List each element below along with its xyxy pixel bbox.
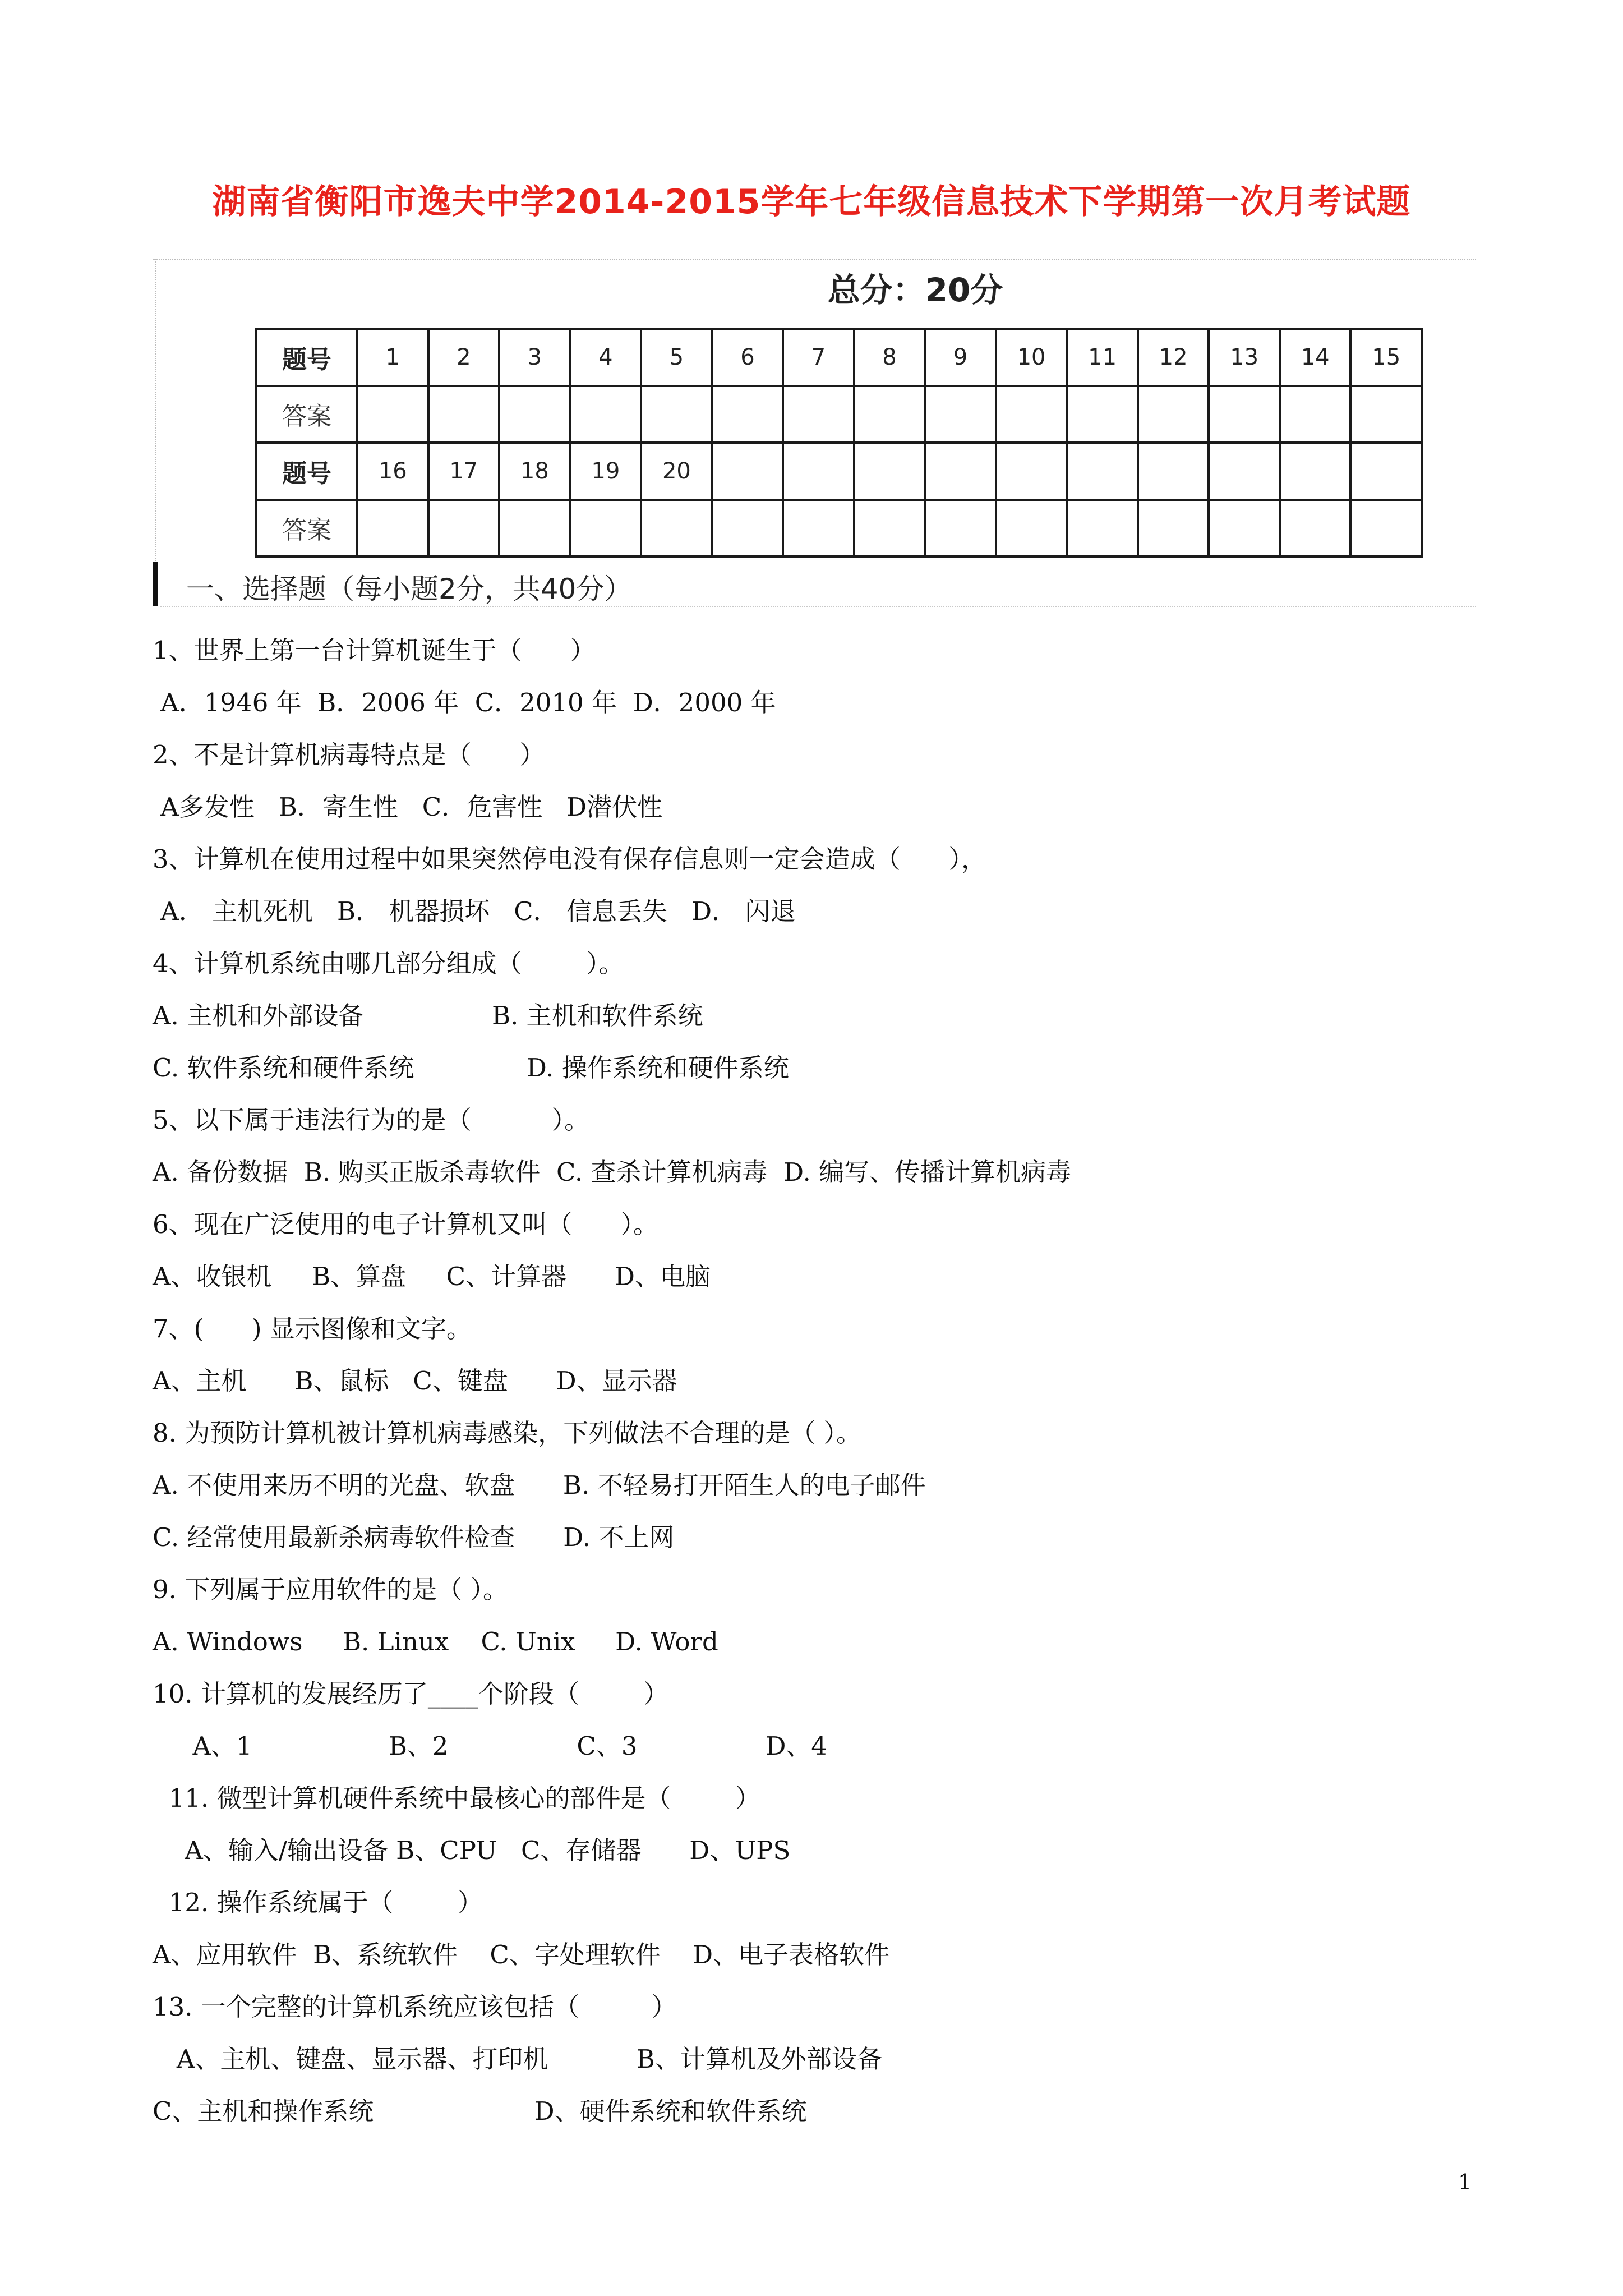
question-number-cell: 14	[1280, 329, 1351, 386]
question-number-cell: 13	[1209, 329, 1280, 386]
answer-cell	[1138, 500, 1209, 557]
question-number-cell: 17	[428, 443, 500, 500]
answer-header-label: 答案	[256, 386, 357, 443]
question-line: A、应用软件 B、系统软件 C、字处理软件 D、电子表格软件	[153, 1940, 890, 1970]
answer-sheet	[153, 259, 1476, 610]
question-number-cell: 3	[499, 329, 570, 386]
question-number-cell: 19	[570, 443, 642, 500]
question-number-cell: 18	[499, 443, 570, 500]
question-line: 5、以下属于违法行为的是（ ）。	[153, 1105, 590, 1135]
question-line: A、收银机 B、算盘 C、计算器 D、电脑	[153, 1262, 711, 1291]
answer-cell	[1350, 386, 1422, 443]
question-number-cell	[783, 443, 854, 500]
answer-cell	[570, 386, 642, 443]
question-number-cell: 16	[357, 443, 428, 500]
answer-cell	[996, 386, 1067, 443]
section-marker-bar	[153, 562, 158, 606]
question-line: 3、计算机在使用过程中如果突然停电没有保存信息则一定会造成（ ），	[153, 844, 986, 874]
answer-cell	[996, 500, 1067, 557]
answer-cell	[1138, 386, 1209, 443]
question-line: 11. 微型计算机硬件系统中最核心的部件是（ ）	[153, 1783, 760, 1813]
answer-cell	[1209, 386, 1280, 443]
sheet-border-top	[153, 259, 1476, 260]
row-header-label: 题号	[256, 329, 357, 386]
question-line: 10. 计算机的发展经历了____个阶段（ ）	[153, 1679, 669, 1709]
section-divider	[160, 606, 1476, 607]
exam-title: 湖南省衡阳市逸夫中学2014-2015学年七年级信息技术下学期第一次月考试题	[212, 182, 1411, 222]
answer-cell	[641, 500, 712, 557]
answer-grid	[255, 328, 1423, 558]
answer-cell	[783, 386, 854, 443]
question-number-cell	[1138, 443, 1209, 500]
question-line: A多发性 B．寄生性 C．危害性 D潜伏性	[153, 792, 663, 822]
question-number-cell	[712, 443, 783, 500]
answer-cell	[499, 500, 570, 557]
question-line: 7、( ) 显示图像和文字。	[153, 1314, 472, 1343]
answer-cell	[854, 500, 925, 557]
question-number-cell	[1209, 443, 1280, 500]
answer-cell	[783, 500, 854, 557]
answer-cell	[854, 386, 925, 443]
question-line: 13. 一个完整的计算机系统应该包括（ ）	[153, 1992, 677, 2022]
question-line: A. 备份数据 B. 购买正版杀毒软件 C. 查杀计算机病毒 D. 编写、传播计算机病毒	[153, 1157, 1072, 1187]
question-line: C、主机和操作系统 D、硬件系统和软件系统	[153, 2096, 807, 2126]
question-number-cell: 12	[1138, 329, 1209, 386]
question-line: A、主机、键盘、显示器、打印机 B、计算机及外部设备	[153, 2044, 882, 2074]
answer-cell	[925, 386, 996, 443]
answer-cell	[428, 500, 500, 557]
question-number-cell	[1067, 443, 1138, 500]
question-number-cell: 8	[854, 329, 925, 386]
question-number-cell: 7	[783, 329, 854, 386]
answer-cell	[1280, 386, 1351, 443]
question-line: 8. 为预防计算机被计算机病毒感染，下列做法不合理的是（ ）。	[153, 1418, 862, 1448]
question-line: 1、世界上第一台计算机诞生于（ ）	[153, 636, 596, 665]
row-header-label: 题号	[256, 443, 357, 500]
question-number-row-1	[256, 329, 1422, 386]
question-line: C. 经常使用最新杀病毒软件检查 D. 不上网	[153, 1522, 675, 1552]
answer-cell	[641, 386, 712, 443]
question-number-cell	[854, 443, 925, 500]
question-number-cell: 20	[641, 443, 712, 500]
answer-cell	[499, 386, 570, 443]
answer-row-2	[256, 500, 1422, 557]
question-line: 12. 操作系统属于（ ）	[153, 1888, 483, 1917]
question-number-cell: 1	[357, 329, 428, 386]
answer-cell	[1209, 500, 1280, 557]
answer-cell	[357, 500, 428, 557]
question-number-cell: 6	[712, 329, 783, 386]
answer-cell	[712, 500, 783, 557]
answer-cell	[1067, 500, 1138, 557]
question-number-cell: 9	[925, 329, 996, 386]
answer-cell	[712, 386, 783, 443]
question-number-cell	[1280, 443, 1351, 500]
question-line: 9. 下列属于应用软件的是（ ）。	[153, 1575, 509, 1604]
question-number-cell: 5	[641, 329, 712, 386]
question-line: A. 主机和外部设备 B. 主机和软件系统	[153, 1001, 703, 1030]
question-line: 4、计算机系统由哪几部分组成（ ）。	[153, 949, 624, 978]
answer-row-1	[256, 386, 1422, 443]
answer-cell	[1280, 500, 1351, 557]
answer-cell	[570, 500, 642, 557]
total-score: 总分：20分	[827, 271, 1003, 309]
question-line: A、输入/输出设备 B、CPU C、存储器 D、UPS	[153, 1835, 791, 1865]
answer-cell	[1067, 386, 1138, 443]
question-line: 2、不是计算机病毒特点是（ ）	[153, 740, 545, 770]
answer-cell	[925, 500, 996, 557]
question-line: A、1 B、2 C、3 D、4	[153, 1731, 828, 1761]
question-line: A. Windows B. Linux C. Unix D. Word	[153, 1627, 718, 1657]
question-line: A. 不使用来历不明的光盘、软盘 B. 不轻易打开陌生人的电子邮件	[153, 1470, 926, 1500]
question-number-cell	[925, 443, 996, 500]
question-line: A、主机 B、鼠标 C、键盘 D、显示器	[153, 1366, 677, 1396]
answer-cell	[428, 386, 500, 443]
question-number-row-2	[256, 443, 1422, 500]
question-line: A．1946 年 B．2006 年 C．2010 年 D．2000 年	[153, 688, 776, 717]
question-number-cell	[1350, 443, 1422, 500]
question-number-cell: 10	[996, 329, 1067, 386]
page-number: 1	[1458, 2170, 1472, 2194]
question-line: A． 主机死机 B． 机器损坏 C． 信息丢失 D． 闪退	[153, 896, 796, 926]
question-number-cell: 11	[1067, 329, 1138, 386]
answer-cell	[357, 386, 428, 443]
sheet-border-left	[155, 259, 156, 601]
answer-header-label: 答案	[256, 500, 357, 557]
question-number-cell: 4	[570, 329, 642, 386]
question-line: 6、现在广泛使用的电子计算机又叫（ ）。	[153, 1209, 658, 1239]
answer-cell	[1350, 500, 1422, 557]
question-line: C. 软件系统和硬件系统 D. 操作系统和硬件系统	[153, 1053, 789, 1083]
question-number-cell: 15	[1350, 329, 1422, 386]
section-heading: 一、选择题（每小题2分，共40分）	[186, 573, 633, 605]
question-number-cell	[996, 443, 1067, 500]
question-number-cell: 2	[428, 329, 500, 386]
